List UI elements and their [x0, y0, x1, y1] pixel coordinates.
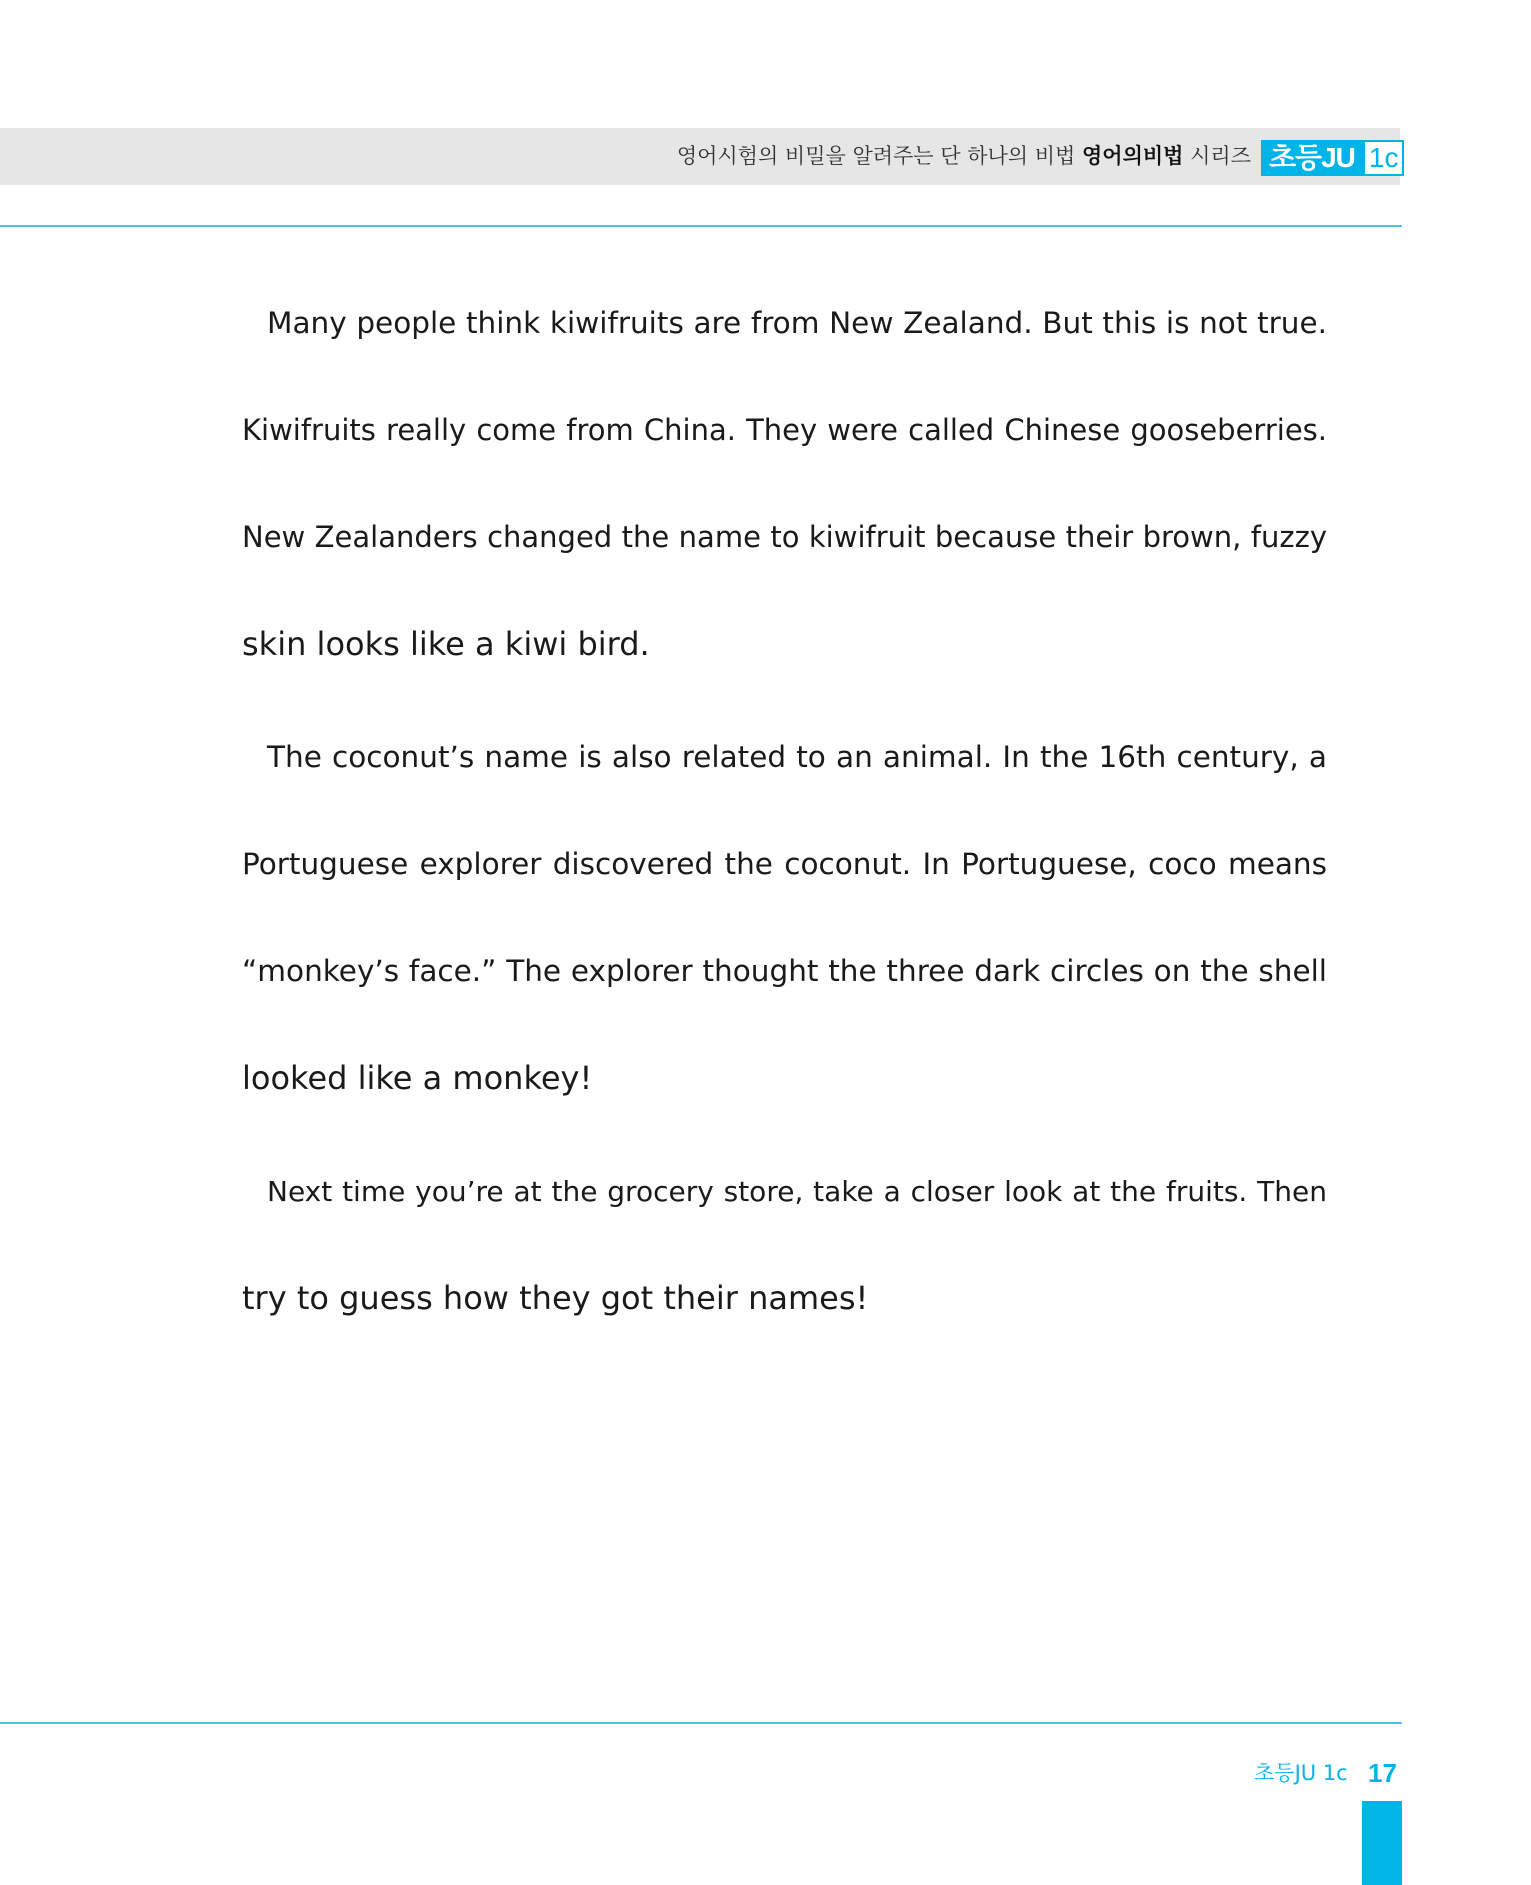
- text-line: Many people think kiwifruits are from New Zealand. But this is not true.: [267, 306, 1327, 340]
- series-title: [677, 128, 1251, 185]
- text-line: Next time you’re at the grocery store, take a closer look at the fruits. Then: [267, 1175, 1327, 1208]
- top-rule: [0, 225, 1402, 227]
- paragraph: [242, 704, 1327, 1132]
- text-line: “monkey’s face.” The explorer thought the three dark circles on the shell: [242, 954, 1327, 988]
- text-line: skin looks like a kiwi bird.: [242, 625, 650, 663]
- body-text: [242, 270, 1327, 1352]
- footer-series-label: 초등JU 1c: [1254, 1761, 1348, 1785]
- badge-level-label: 1c: [1365, 140, 1405, 176]
- text-line: Portuguese explorer discovered the coconut. In Portuguese, coco means: [242, 847, 1327, 881]
- text-line: try to guess how they got their names!: [242, 1279, 869, 1317]
- bottom-rule: [0, 1722, 1402, 1724]
- level-badge: [1261, 140, 1404, 176]
- badge-main-label: 초등JU: [1261, 140, 1365, 176]
- text-line: The coconut’s name is also related to an animal. In the 16th century, a: [267, 740, 1327, 774]
- series-suffix: 시리즈: [1183, 144, 1251, 168]
- paragraph: [242, 270, 1327, 698]
- paragraph: [242, 1138, 1327, 1352]
- text-line: Kiwifruits really come from China. They were called Chinese gooseberries.: [242, 413, 1327, 447]
- series-prefix: 영어시험의 비밀을 알려주는 단 하나의 비법: [676, 144, 1083, 168]
- page-corner-tab: [1362, 1801, 1402, 1885]
- text-line: looked like a monkey!: [242, 1059, 593, 1097]
- text-line: New Zealanders changed the name to kiwifruit because their brown, fuzzy: [242, 520, 1327, 554]
- series-name: 영어의비법: [1082, 144, 1184, 168]
- page-number: 17: [1368, 1758, 1397, 1788]
